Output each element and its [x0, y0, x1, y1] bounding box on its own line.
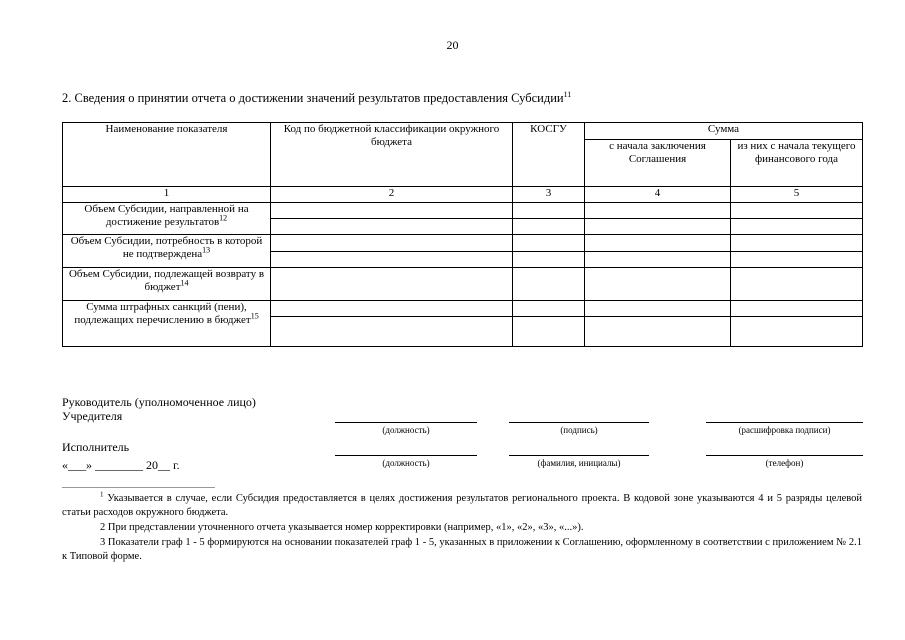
- table-cell[interactable]: [271, 219, 513, 235]
- column-number: 4: [585, 187, 731, 203]
- signature-line: [706, 422, 863, 423]
- section-title-footnote-ref: 11: [563, 89, 572, 99]
- table-cell[interactable]: [271, 252, 513, 268]
- footnote-3: [62, 536, 862, 564]
- signature-line: [509, 422, 649, 423]
- footnote-1: [62, 492, 862, 520]
- footnote-3-text: 3 Показатели граф 1 - 5 формируются на основании показателей граф 1 - 5, указанных в приложении к Соглашению, оформленному в соответствии с приложением № 2.1 к Типовой форме.: [62, 537, 862, 562]
- caption-phone: (телефон): [765, 458, 804, 468]
- column-number: 1: [63, 187, 271, 203]
- header-sum: Сумма: [585, 123, 863, 140]
- row-label-penalties: Сумма штрафных санкций (пени), подлежащих перечислению в бюджет$^{15}$: [63, 301, 271, 347]
- footnote-1-text: Указывается в случае, если Субсидия предоставляется в целях достижения результатов регионального проекта. В кодовой зоне указываются 4 и 5 разряды целевой статьи расходов окружного бюджета.: [62, 493, 863, 518]
- table-cell[interactable]: [513, 317, 585, 347]
- table-cell[interactable]: [585, 203, 731, 219]
- footnote-2: [62, 521, 862, 535]
- table-cell[interactable]: [271, 268, 513, 301]
- footnote-2-text: 2 При представлении уточненного отчета указывается номер корректировки (например, «1», «2», «3», «...»).: [100, 522, 584, 533]
- column-number: 2: [271, 187, 513, 203]
- section-title: [62, 91, 571, 106]
- column-number: 3: [513, 187, 585, 203]
- header-budget-code: Код по бюджетной классификации окружного бюджета: [271, 123, 513, 187]
- table-cell[interactable]: [731, 203, 863, 219]
- signature-line: [335, 455, 477, 456]
- section-title-text: 2. Сведения о принятии отчета о достижении значений результатов предоставления Субсидии: [62, 91, 564, 105]
- table-cell[interactable]: [513, 235, 585, 252]
- page-number: 20: [446, 38, 459, 52]
- caption-position: (должность): [382, 458, 430, 468]
- row-label-subsidy-return: Объем Субсидии, подлежащей возврату в бюджет$^{14}$: [63, 268, 271, 301]
- table-cell[interactable]: [271, 235, 513, 252]
- row-label-subsidy-unconfirmed: Объем Субсидии, потребность в которой не подтверждена$^{13}$: [63, 235, 271, 268]
- table-cell[interactable]: [513, 268, 585, 301]
- table-cell[interactable]: [585, 235, 731, 252]
- header-kosgu: КОСГУ: [513, 123, 585, 187]
- footnote-separator: [62, 487, 215, 488]
- table-cell[interactable]: [513, 219, 585, 235]
- table-cell[interactable]: [731, 317, 863, 347]
- table-cell[interactable]: [513, 301, 585, 317]
- table-cell[interactable]: [513, 252, 585, 268]
- table-cell[interactable]: [731, 301, 863, 317]
- report-table: [62, 122, 863, 347]
- table-cell[interactable]: [513, 203, 585, 219]
- signature-line: [509, 455, 649, 456]
- column-number: 5: [731, 187, 863, 203]
- table-cell[interactable]: [731, 235, 863, 252]
- header-sum-from-start: с начала заключения Соглашения: [585, 140, 731, 187]
- table-cell[interactable]: [585, 252, 731, 268]
- table-cell[interactable]: [271, 203, 513, 219]
- header-indicator-name: Наименование показателя: [63, 123, 271, 187]
- date-label: «___» ________ 20__ г.: [62, 458, 180, 472]
- executor-label: Исполнитель: [62, 440, 130, 454]
- signature-line: [706, 455, 863, 456]
- caption-name-initials: (фамилия, инициалы): [537, 458, 621, 468]
- table-cell[interactable]: [585, 317, 731, 347]
- head-label: Руководитель (уполномоченное лицо): [62, 395, 256, 409]
- table-cell[interactable]: [271, 301, 513, 317]
- table-cell[interactable]: [731, 252, 863, 268]
- table-cell[interactable]: [271, 317, 513, 347]
- table-cell[interactable]: [585, 219, 731, 235]
- caption-signature: (подпись): [560, 425, 598, 435]
- table-cell[interactable]: [585, 301, 731, 317]
- caption-position: (должность): [382, 425, 430, 435]
- table-cell[interactable]: [731, 268, 863, 301]
- signature-line: [335, 422, 477, 423]
- table-cell[interactable]: [731, 219, 863, 235]
- header-sum-current-year: из них с начала текущего финансового года: [731, 140, 863, 187]
- caption-signature-decoding: (расшифровка подписи): [738, 425, 831, 435]
- table-cell[interactable]: [585, 268, 731, 301]
- founder-label: Учредителя: [62, 409, 123, 423]
- row-label-subsidy-directed: Объем Субсидии, направленной на достижение результатов$^{12}$: [63, 203, 271, 235]
- footnote-1-marker: 1: [100, 490, 104, 499]
